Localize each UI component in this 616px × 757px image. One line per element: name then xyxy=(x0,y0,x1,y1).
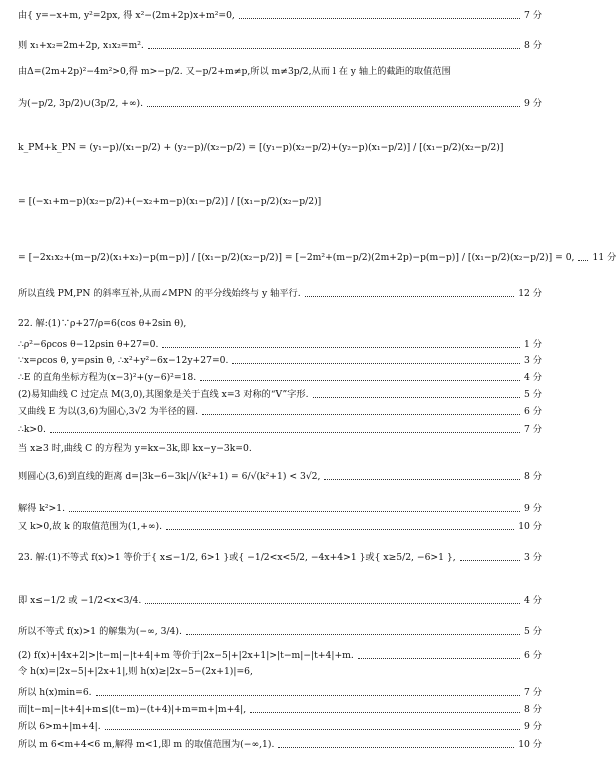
solution-text: 所以 m 6<m+4<6 m,解得 m<1,即 m 的取值范围为(−∞,1). xyxy=(18,739,275,750)
solution-text: 又 k>0,故 k 的取值范围为(1,+∞). xyxy=(18,521,163,532)
score-label: 8 分 xyxy=(524,40,542,51)
score-label: 9 分 xyxy=(524,503,542,514)
leader-dots xyxy=(162,347,520,348)
solution-line xyxy=(18,443,542,455)
solution-line xyxy=(18,98,542,110)
solution-line xyxy=(18,471,542,483)
solution-text: 而|t−m|−|t+4|+m≤|(t−m)−(t+4)|+m=m+|m+4|, xyxy=(18,704,247,715)
solution-text: = [−2x₁x₂+(m−p/2)(x₁+x₂)−p(m−p)] / [(x₁−p/2)(x₂−p/2)] = [−2m²+(m−p/2)(2m+2p)−p(m−p)] / [(x₁−p/2)(x₂−p/2)] = 0, xyxy=(18,252,575,263)
solution-line xyxy=(18,252,616,264)
solution-text: ∴k>0. xyxy=(18,424,46,435)
solution-line xyxy=(18,406,542,418)
score-label: 3 分 xyxy=(524,552,542,563)
score-label: 10 分 xyxy=(518,521,542,532)
solution-text: 所以直线 PM,PN 的斜率互补,从而∠MPN 的平分线始终与 y 轴平行. xyxy=(18,288,301,299)
solution-text: 所以不等式 f(x)>1 的解集为(−∞, 3/4). xyxy=(18,626,182,637)
solution-line xyxy=(18,372,542,384)
score-label: 6 分 xyxy=(524,650,542,661)
solution-text: 则 x₁+x₂=2m+2p, x₁x₂=m². xyxy=(18,40,144,51)
solution-text: ∴ρ²−6ρcos θ−12ρsin θ+27=0. xyxy=(18,339,159,350)
solution-text: 又曲线 E 为以(3,6)为圆心,3√2 为半径的圆. xyxy=(18,406,199,417)
solution-text: ∴E 的直角坐标方程为(x−3)²+(y−6)²=18. xyxy=(18,372,197,383)
score-label: 9 分 xyxy=(524,98,542,109)
leader-dots xyxy=(324,479,520,480)
score-label: 4 分 xyxy=(524,372,542,383)
leader-dots xyxy=(305,296,515,297)
score-label: 1 分 xyxy=(524,339,542,350)
leader-dots xyxy=(105,729,520,730)
solution-line xyxy=(18,196,542,208)
solution-line xyxy=(18,40,542,52)
solution-text: k_PM+k_PN = (y₁−p)/(x₁−p/2) + (y₂−p)/(x₂−p/2) = [(y₁−p)(x₂−p/2)+(y₂−p)(x₁−p/2)] / [(x₁−p/2)(x₂−p/2)] xyxy=(18,142,504,153)
score-label: 11 分 xyxy=(592,252,616,263)
solution-text: 22. 解:(1)∵ρ+27/ρ=6(cos θ+2sin θ), xyxy=(18,318,187,329)
solution-line xyxy=(18,389,542,401)
solution-text: 所以 6>m+|m+4|. xyxy=(18,721,101,732)
solution-line xyxy=(18,721,542,733)
score-label: 7 分 xyxy=(524,10,542,21)
leader-dots xyxy=(278,747,514,748)
score-label: 10 分 xyxy=(518,739,542,750)
leader-dots xyxy=(96,695,520,696)
solution-line xyxy=(18,10,542,22)
leader-dots xyxy=(232,363,520,364)
leader-dots xyxy=(166,529,514,530)
score-label: 7 分 xyxy=(524,424,542,435)
solution-line xyxy=(18,318,542,330)
solution-text: 当 x≥3 时,曲线 C 的方程为 y=kx−3k,即 kx−y−3k=0. xyxy=(18,443,252,454)
solution-text: 则圆心(3,6)到直线的距离 d=|3k−6−3k|/√(k²+1) = 6/√(k²+1) < 3√2, xyxy=(18,471,321,482)
solution-line xyxy=(18,521,542,533)
leader-dots xyxy=(200,380,520,381)
solution-text: 为(−p/2, 3p/2)∪(3p/2, +∞). xyxy=(18,98,144,109)
solution-text: 所以 h(x)min=6. xyxy=(18,687,92,698)
leader-dots xyxy=(460,560,520,561)
score-label: 7 分 xyxy=(524,687,542,698)
leader-dots xyxy=(578,260,588,261)
solution-line xyxy=(18,142,542,154)
solution-line xyxy=(18,704,542,716)
score-label: 8 分 xyxy=(524,471,542,482)
leader-dots xyxy=(358,658,520,659)
solution-line xyxy=(18,666,542,678)
leader-dots xyxy=(250,712,520,713)
leader-dots xyxy=(147,106,520,107)
leader-dots xyxy=(148,48,520,49)
solution-text: (2)易知曲线 C 过定点 M(3,0),其图象是关于直线 x=3 对称的“V”字形. xyxy=(18,389,309,400)
score-label: 3 分 xyxy=(524,355,542,366)
leader-dots xyxy=(239,18,520,19)
leader-dots xyxy=(69,511,520,512)
score-label: 4 分 xyxy=(524,595,542,606)
solution-line xyxy=(18,355,542,367)
solution-text: ∵x=ρcos θ, y=ρsin θ, ∴x²+y²−6x−12y+27=0. xyxy=(18,355,229,366)
solution-line xyxy=(18,288,542,300)
solution-line xyxy=(18,687,542,699)
solution-text: 令 h(x)=|2x−5|+|2x+1|,则 h(x)≥|2x−5−(2x+1)|=6, xyxy=(18,666,253,677)
leader-dots xyxy=(186,634,520,635)
solution-text: = [(−x₁+m−p)(x₂−p/2)+(−x₂+m−p)(x₁−p/2)] / [(x₁−p/2)(x₂−p/2)] xyxy=(18,196,322,207)
solution-line xyxy=(18,503,542,515)
score-label: 6 分 xyxy=(524,406,542,417)
solution-text: 由{ y=−x+m, y²=2px, 得 x²−(2m+2p)x+m²=0, xyxy=(18,10,235,21)
leader-dots xyxy=(313,397,521,398)
solution-line xyxy=(18,552,542,564)
solution-line xyxy=(18,650,542,662)
solution-line xyxy=(18,626,542,638)
score-label: 8 分 xyxy=(524,704,542,715)
solution-line xyxy=(18,339,542,351)
solution-line xyxy=(18,739,542,751)
leader-dots xyxy=(50,432,520,433)
score-label: 9 分 xyxy=(524,721,542,732)
leader-dots xyxy=(145,603,520,604)
solution-text: 23. 解:(1)不等式 f(x)>1 等价于{ x≤−1/2, 6>1 }或{ −1/2<x<5/2, −4x+4>1 }或{ x≥5/2, −6>1 }, xyxy=(18,552,456,563)
solution-text: (2) f(x)+|4x+2|>|t−m|−|t+4|+m 等价于|2x−5|+|2x+1|>|t−m|−|t+4|+m. xyxy=(18,650,354,661)
solution-line xyxy=(18,66,542,78)
solution-text: 由Δ=(2m+2p)²−4m²>0,得 m>−p/2. 又−p/2+m≠p,所以 m≠3p/2,从而 l 在 y 轴上的截距的取值范围 xyxy=(18,66,451,77)
solution-text: 即 x≤−1/2 或 −1/2<x<3/4. xyxy=(18,595,142,606)
solution-line xyxy=(18,595,542,607)
leader-dots xyxy=(202,414,520,415)
score-label: 5 分 xyxy=(524,389,542,400)
score-label: 5 分 xyxy=(524,626,542,637)
solution-text: 解得 k²>1. xyxy=(18,503,66,514)
solution-line xyxy=(18,424,542,436)
score-label: 12 分 xyxy=(518,288,542,299)
